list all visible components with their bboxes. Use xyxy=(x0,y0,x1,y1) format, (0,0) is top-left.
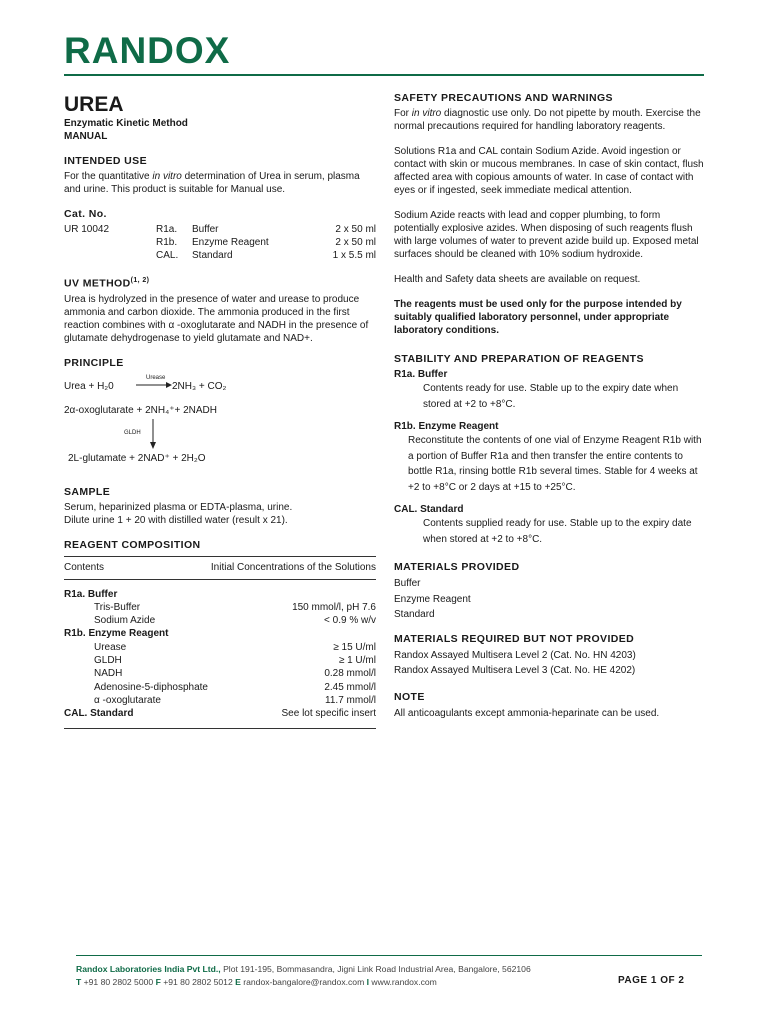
reagent-row xyxy=(64,654,376,667)
reagent-name: GLDH xyxy=(94,654,122,666)
materials-provided-heading: MATERIALS PROVIDED xyxy=(394,561,520,573)
eq2-left: 2α-oxoglutarate + 2NH₄⁺+ 2NADH xyxy=(64,404,217,416)
reagent-group-title: R1a. Buffer xyxy=(64,588,118,600)
reagent-concentration: 11.7 mmol/l xyxy=(325,694,376,706)
col-concentrations: Initial Concentrations of the Solutions xyxy=(210,561,376,573)
reagent-row xyxy=(64,667,376,680)
intended-use-text: For the quantitative in vitro determination of Urea in serum, plasma and urine. This product is suitable for Manual use. xyxy=(64,171,360,195)
list-item: Randox Assayed Multisera Level 3 (Cat. No. HE 4202) xyxy=(394,665,636,676)
principle-heading: PRINCIPLE xyxy=(64,356,124,369)
table-header xyxy=(64,557,376,579)
safety-p5: The reagents must be used only for the purpose intended by suitably qualified laboratory personnel, under appropriate laboratory conditions. xyxy=(394,299,682,336)
stability-r1a-text: Contents ready for use. Stable up to the expiry date when stored at +2 to +8°C. xyxy=(423,383,679,410)
intended-use-heading: INTENDED USE xyxy=(64,155,147,167)
eq1-arrow-icon xyxy=(136,381,172,389)
safety-heading: SAFETY PRECAUTIONS AND WARNINGS xyxy=(394,92,613,104)
list-item: Enzyme Reagent xyxy=(394,593,471,605)
reagent-name: Adenosine-5-diphosphate xyxy=(94,681,208,693)
cat-row xyxy=(64,223,376,236)
materials-required-list xyxy=(394,648,706,679)
cat-reagent-id: R1b. xyxy=(156,237,178,248)
reagent-name: α -oxoglutarate xyxy=(94,694,161,706)
sample-line1: Serum, heparinized plasma or EDTA-plasma, urine. xyxy=(64,501,293,513)
reagent-group-title: R1b. Enzyme Reagent xyxy=(64,628,169,640)
reagent-row xyxy=(64,694,376,707)
cat-reagent-name: Standard xyxy=(192,250,233,261)
doc-title: UREA xyxy=(64,93,124,116)
safety-p4: Health and Safety data sheets are available on request. xyxy=(394,274,641,285)
list-item: Buffer xyxy=(394,578,421,589)
safety-p2: Solutions R1a and CAL contain Sodium Azide. Avoid ingestion or contact with skin or mucous membranes. In case of skin contact, flush affected area with copious amounts of water. In case of contact with eyes or if ingested, seek immediate medical attention. xyxy=(394,146,704,196)
reagent-name: Urease xyxy=(94,641,127,653)
left-column xyxy=(64,92,376,729)
list-item: Standard xyxy=(394,609,435,620)
reagent-composition-table xyxy=(64,556,376,730)
header-rule xyxy=(64,74,704,76)
sample-heading: SAMPLE xyxy=(64,485,111,498)
cat-reagent-name: Buffer xyxy=(192,224,219,235)
doc-subtitle-manual: MANUAL xyxy=(64,130,108,142)
page-number: PAGE 1 OF 2 xyxy=(618,975,685,986)
reagent-row xyxy=(64,614,376,627)
stability-cal-text: Contents supplied ready for use. Stable up to the expiry date when stored at +2 to +8°C. xyxy=(423,518,692,545)
principle-equations xyxy=(64,372,376,476)
stability-heading: STABILITY AND PREPARATION OF REAGENTS xyxy=(394,353,644,365)
reagent-row xyxy=(64,641,376,654)
uv-method-heading: UV METHOD$^{(1, 2)}$ xyxy=(64,277,150,290)
reagent-concentration: 0.28 mmol/l xyxy=(324,668,376,680)
cat-row xyxy=(64,249,376,262)
right-column xyxy=(394,92,706,721)
uv-method-text: Urea is hydrolyzed in the presence of water and urease to produce ammonia and carbon dioxide. The ammonia produced in the first reaction combines with α -oxoglutarate and NADH in the presence of glutamate dehydrogenase to yield glutamate and NAD+. xyxy=(64,293,369,344)
note-text: All anticoagulants except ammonia-heparinate can be used. xyxy=(394,707,660,719)
eq2-enzyme: GLDH xyxy=(124,429,141,436)
cat-reagent-size: 2 x 50 ml xyxy=(335,224,376,235)
safety-p3: Sodium Azide reacts with lead and copper plumbing, to form potentially explosive azides. When disposing of such reagents flush with large volumes of water to prevent azide build up. Exposed metal surfaces should be cleaned with 10% sodium hydroxide. xyxy=(394,210,699,260)
reagent-row xyxy=(64,681,376,694)
reagent-name: Sodium Azide xyxy=(94,615,156,627)
reagent-row xyxy=(64,601,376,614)
safety-p1: For in vitro diagnostic use only. Do not pipette by mouth. Exercise the normal precautions required for handling laboratory reagents. xyxy=(394,108,701,132)
reagent-composition-heading: REAGENT COMPOSITION xyxy=(64,538,201,551)
eq1-left: Urea + H₂0 xyxy=(64,380,114,392)
doc-subtitle-method: Enzymatic Kinetic Method xyxy=(64,118,188,129)
stability-r1b-text: Reconstitute the contents of one vial of Enzyme Reagent R1b with a portion of Buffer R1a and then transfer the entire contents to bottle R1a, rinsing bottle R1b several times. Stable for 4 weeks at +2 to +8°C or 2 days at +15 to +25°C. xyxy=(408,435,702,493)
cat-code xyxy=(64,236,156,249)
reagent-name: Tris-Buffer xyxy=(94,601,141,613)
eq2-arrow-icon xyxy=(149,419,157,449)
materials-provided-list xyxy=(394,576,706,623)
note-heading: NOTE xyxy=(394,690,425,703)
cat-code: UR 10042 xyxy=(64,224,110,235)
eq2-right: 2L-glutamate + 2NAD⁺ + 2H₂O xyxy=(68,452,206,464)
sample-line2: Dilute urine 1 + 20 with distilled water (result x 21). xyxy=(64,514,288,526)
reagent-concentration: ≥ 15 U/ml xyxy=(333,641,376,653)
materials-required-heading: MATERIALS REQUIRED BUT NOT PROVIDED xyxy=(394,632,635,645)
eq1-right: 2NH₃ + CO₂ xyxy=(172,380,227,392)
stability-r1b-title: R1b. Enzyme Reagent xyxy=(394,421,499,432)
cat-no-heading: Cat. No. xyxy=(64,208,107,220)
cat-reagent-id: CAL. xyxy=(156,250,179,261)
footer-rule xyxy=(76,955,702,956)
eq1-enzyme: Urease xyxy=(146,374,166,381)
cat-code xyxy=(64,249,156,262)
cat-reagent-size: 2 x 50 ml xyxy=(335,237,376,248)
reagent-concentration: 2.45 mmol/l xyxy=(324,681,376,693)
reagent-name: NADH xyxy=(94,668,123,680)
cat-reagent-size: 1 x 5.5 ml xyxy=(332,250,376,261)
cat-reagent-id: R1a. xyxy=(156,224,178,235)
cal-row: CAL. Standard See lot specific insert xyxy=(64,708,376,720)
cat-reagent-name: Enzyme Reagent xyxy=(192,237,269,248)
reagent-groups xyxy=(64,588,376,708)
table-rule xyxy=(64,728,376,729)
stability-r1a-title: R1a. Buffer xyxy=(394,369,448,380)
col-contents: Contents xyxy=(64,561,105,573)
randox-logo: RANDOX xyxy=(64,30,231,71)
reagent-concentration: ≥ 1 U/ml xyxy=(338,654,376,666)
list-item: Randox Assayed Multisera Level 2 (Cat. No. HN 4203) xyxy=(394,649,636,661)
stability-cal-title: CAL. Standard xyxy=(394,504,464,515)
reagent-concentration: < 0.9 % w/v xyxy=(324,615,376,627)
reagent-concentration: 150 mmol/l, pH 7.6 xyxy=(292,601,376,613)
cat-table xyxy=(64,223,376,262)
footer-contacts: T +91 80 2802 5000 F +91 80 2802 5012 E randox-bangalore@randox.com I www.randox.com xyxy=(76,977,437,987)
footer-address: Randox Laboratories India Pvt Ltd., Plot 191-195, Bommasandra, Jigni Link Road Industrial Area, Bangalore, 562106 xyxy=(76,964,531,974)
cat-row xyxy=(64,236,376,249)
